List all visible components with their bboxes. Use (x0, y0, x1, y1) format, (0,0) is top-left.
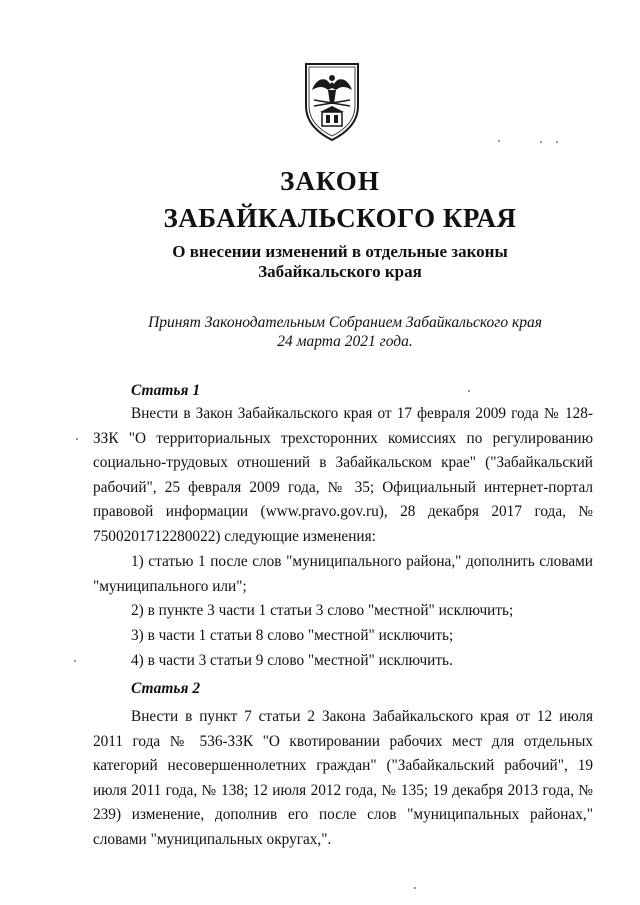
coat-of-arms-icon (300, 60, 364, 142)
article-1-item-4: 4) в части 3 статьи 9 слово "местной" исключить. (131, 652, 453, 669)
adoption-line-1: Принят Законодательным Собранием Забайкальского края (148, 314, 542, 331)
article-1-item-3: 3) в части 1 статьи 8 слово "местной" исключить; (131, 627, 454, 644)
article-2-text: Внести в пункт 7 статьи 2 Закона Забайкальского края от 12 июля 2011 года № 536-ЗЗК "О квотировании рабочих мест для отдельных категорий несовершеннолетних граждан" ("Забайкальский рабочий", 19 июля 2011 года, № 138; 12 июля 2012 года, № 135; 19 декабря 2013 года, № 239) изменение, дополнив его после слов "муниципальных районах," словами "муниципальных округах,". (93, 708, 593, 848)
scan-speck (556, 141, 558, 143)
scan-speck (498, 140, 500, 142)
article-1-heading: Статья 1 (131, 382, 201, 399)
scan-speck (74, 660, 76, 662)
scan-speck (414, 887, 416, 889)
scan-speck (76, 438, 78, 440)
subtitle-line-1: О внесении изменений в отдельные законы (172, 242, 508, 261)
article-1-item-2: 2) в пункте 3 части 1 статьи 3 слово "местной" исключить; (131, 602, 514, 619)
article-2-heading: Статья 2 (131, 680, 201, 697)
adoption-note (0, 313, 640, 351)
subtitle-line-2: Забайкальского края (258, 262, 422, 281)
law-subtitle (0, 242, 640, 282)
scan-speck (540, 141, 542, 143)
article-1-intro: Внести в Закон Забайкальского края от 17 февраля 2009 года № 128-ЗЗК "О территориальных трехсторонних комиссиях по регулированию социально-трудовых отношений в Забайкальском крае" ("Забайкальский рабочий", 25 февраля 2009 года, № 35; Официальный интернет-портал правовой информации (www.pravo.gov.ru), 28 декабря 2017 года, № 7500201712280022) следующие изменения: (93, 405, 593, 545)
adoption-date: 24 марта 2021 года. (277, 333, 413, 350)
region-title: ЗАБАЙКАЛЬСКОГО КРАЯ (163, 203, 517, 233)
article-1-item-1: 1) статью 1 после слов "муниципального района," дополнить словами "муниципального или"; (93, 553, 593, 595)
law-title: ЗАКОН (280, 166, 380, 196)
scan-speck (468, 390, 470, 392)
